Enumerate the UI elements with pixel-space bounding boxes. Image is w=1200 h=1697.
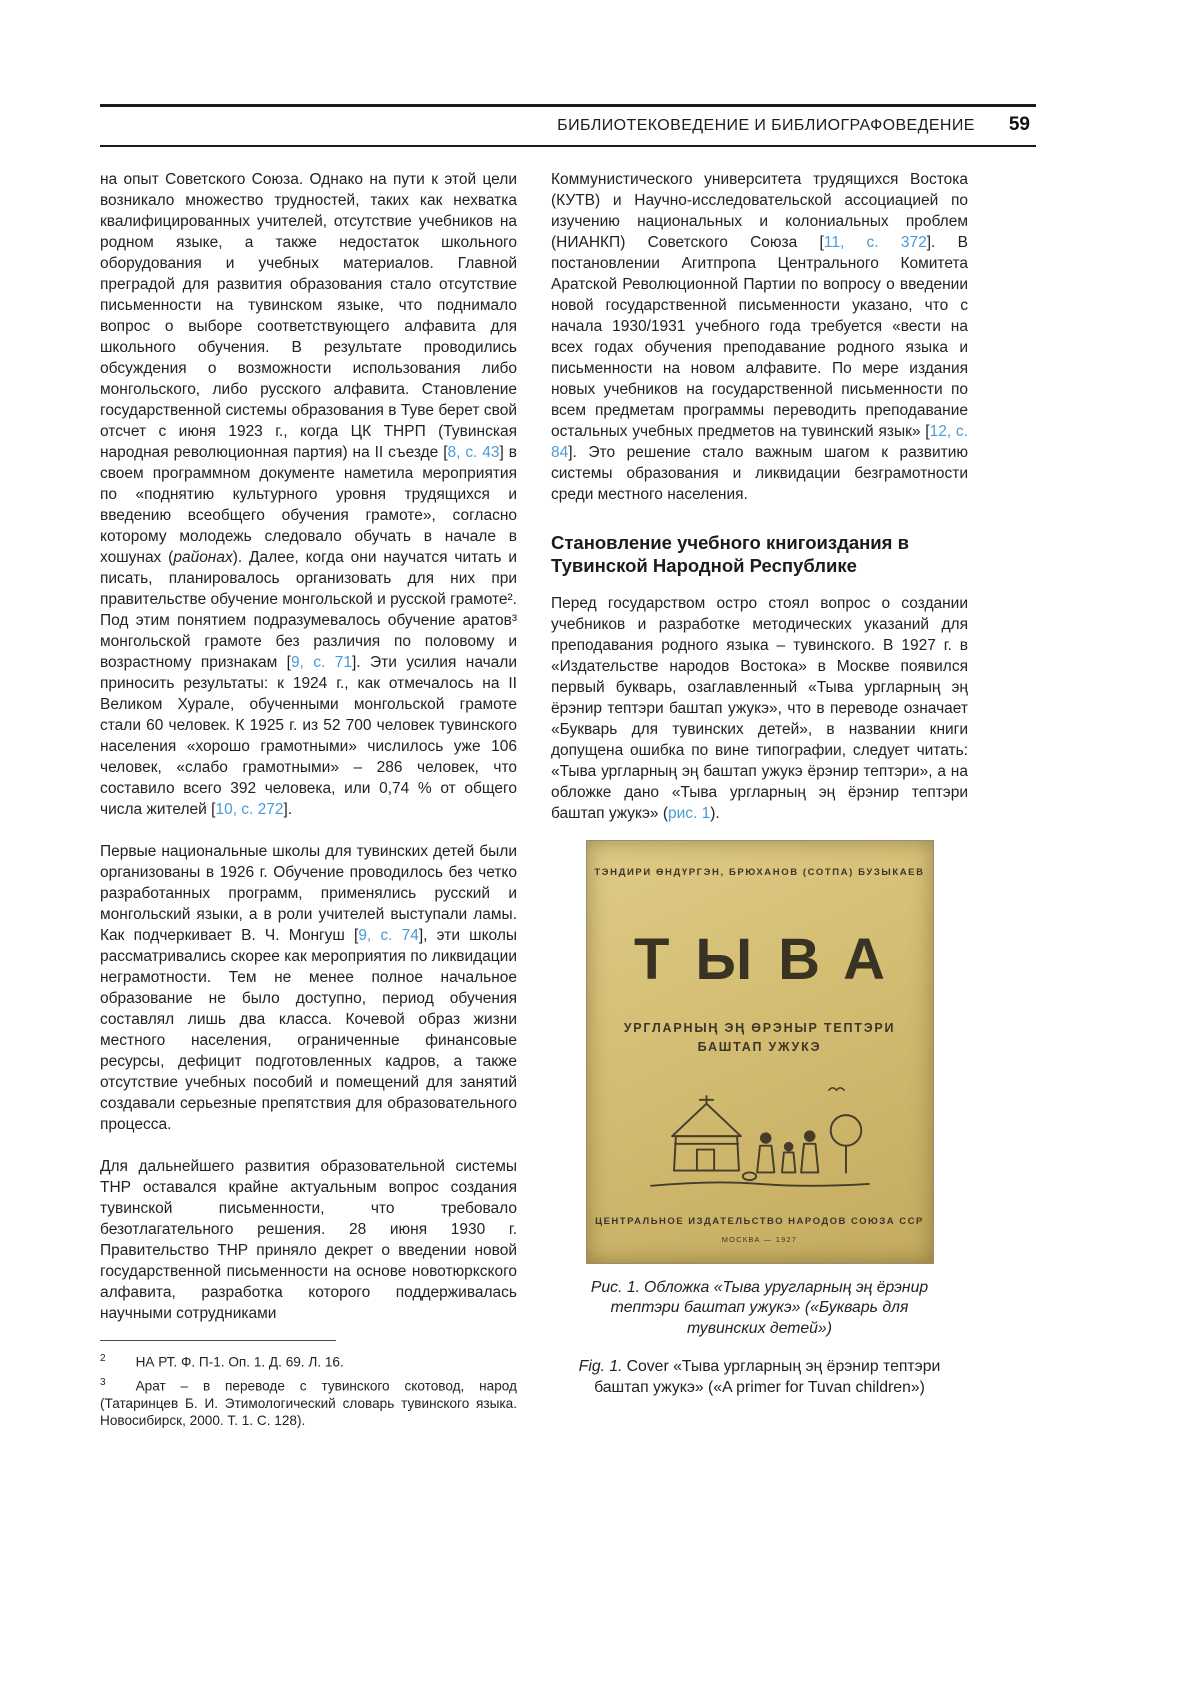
footnote-rule [100, 1340, 336, 1341]
body-text: ] в своем программном документе наметила мероприятия по «поднятию культурного уровня трудящихся и введению всеобщего обучения грамоте», согласно которому молодежь следовало обучать в начале в хошунах ( [100, 443, 517, 566]
footnotes-block [100, 1340, 517, 1430]
footnote-marker: 3 [100, 1376, 106, 1388]
figure-caption-ru [587, 1278, 933, 1340]
italic-term: районах [173, 548, 233, 566]
figure-1 [551, 840, 968, 1399]
body-text: Коммунистического университета трудящихся Востока (КУТВ) и Научно-исследовательской ассоциацией по изучению национальных и колониальных проблем (НИАНКП) Советского Союза [ [551, 170, 968, 251]
header-rule-bottom [100, 145, 1036, 147]
caption-label-en: Fig. 1. [578, 1358, 623, 1375]
cover-subtitle-line1: УРГЛАРНЫҢ ЭҢ ӨРЭНЫР ТЕПТЭРИ [623, 1020, 896, 1035]
running-header [100, 104, 1036, 147]
figure-captions [551, 1278, 968, 1399]
header-row [100, 107, 1036, 145]
body-text: Перед государством остро стоял вопрос о создании учебников и разработке методических указаний для преподавания родного языка – тувинского. В 1927 г. в «Издательстве народов Востока» в Москве появился первый букварь, озаглавленный «Тыва ургларның эң ёрэнир тептэри баштап ужукэ», что в переводе означает «Букварь для тувинских детей», в названии книги допущена ошибка по вине типографии, следует читать: «Тыва ургларның эң баштап ужукэ ёрэнир тептэри», а на обложке дано «Тыва ургларның эң ёрэнир тептэри баштап ужукэ» ( [551, 594, 968, 822]
citation-link[interactable]: 9, с. 74 [358, 926, 419, 944]
citation-link[interactable]: 9, с. 71 [290, 653, 352, 671]
cover-publisher-line: ЦЕНТРАЛЬНОЕ ИЗДАТЕЛЬСТВО НАРОДОВ СОЮЗА ССР [595, 1215, 924, 1227]
book-cover-photo [586, 840, 934, 1264]
right-column [551, 169, 968, 1433]
footnote-text: Арат – в переводе с тувинского скотовод, народ (Татаринцев Б. И. Этимологический словарь тувинского языка. Новосибирск, 2000. Т. 1. С. 128). [100, 1378, 517, 1429]
page-number: 59 [1008, 114, 1030, 135]
citation-link[interactable]: 8, с. 43 [447, 443, 500, 461]
body-text: Для дальнейшего развития образовательной системы ТНР оставался крайне актуальным вопрос создания тувинской письменности, что требовало безотлагательного решения. 28 июня 1930 г. Правительство ТНР приняло декрет о введении новой государственной письменности на основе новотюркского алфавита, разработка которого поддерживалась научными сотрудниками [100, 1157, 517, 1322]
cover-authors-line: ТЭНДИРИ ӨНДҮРГЭН, БРЮХАНОВ (СОТПА) БУЗЫКАЕВ [594, 866, 925, 878]
body-text: ). Далее, когда они научатся читать и писать, планировалось организовать для них при правительстве обучение монгольской и русской грамоте². Под этим понятием подразумевалось обучение аратов³ монгольской грамоте без различия по половому и возрастному признакам [ [100, 548, 517, 671]
citation-link[interactable]: 12, с. 84 [551, 422, 968, 461]
caption-text-en: Cover «Тыва ургларның эң ёрэнир тептэри баштап ужукэ» («A primer for Tuvan children») [594, 1358, 941, 1396]
body-text: ). [710, 804, 720, 822]
cover-imprint: МОСКВА — 1927 [721, 1234, 798, 1244]
citation-link[interactable]: 10, с. 272 [215, 800, 284, 818]
cover-subtitle [587, 1019, 933, 1057]
body-text: ], эти школы рассматривались скорее как мероприятия по ликвидации неграмотности. Тем не менее полное начальное образование не было доступно, период обучения составлял лишь два класса. Кочевой образ жизни местного населения, ограниченные финансовые ресурсы, дефицит подготовленных кадров, а также отсутствие учебных пособий и помещений для занятий создавали серьезные препятствия для образовательного процесса. [100, 926, 517, 1133]
body-text: Первые национальные школы для тувинских детей были организованы в 1926 г. Обучение проводилось без четко разработанных программ, применялись русский и монгольский языки, а в роли учителей выступали ламы. Как подчеркивает В. Ч. Монгуш [ [100, 842, 517, 944]
caption-label-ru: Рис. 1. [590, 1278, 641, 1296]
figure-caption-en [558, 1357, 962, 1398]
cover-title: ТЫВА [633, 926, 912, 992]
footnote-text: НА РТ. Ф. П-1. Оп. 1. Д. 69. Л. 16. [135, 1354, 344, 1370]
footnote-marker: 2 [100, 1352, 106, 1364]
footnote [100, 1374, 517, 1430]
paragraph-continuation [551, 169, 968, 505]
text-columns [100, 169, 968, 1433]
footnote [100, 1350, 517, 1371]
body-text: ]. В постановлении Агитпропа Центрального Комитета Аратской Революционной Партии по вопросу о введении новой государственной письменности указано, что с начала 1930/1931 учебного года требуется «вести на всех годах обучения преподавание родного языка и письменности на новом алфавите. По мере издания новых учебников на государственной письменности по всем предметам программы переводить преподавание остальных учебных предметов на тувинский язык» [ [551, 233, 968, 440]
body-text: на опыт Советского Союза. Однако на пути к этой цели возникало множество трудностей, таких как нехватка квалифицированных учителей, отсутствие учебников на родном языке, а также недостаток школьного оборудования и учебных материалов. Главной преградой для развития образования стало отсутствие письменности на тувинском языке, что поднимало вопрос о выборе соответствующего алфавита для школьного обучения. В результате проводились обсуждения о возможности использования либо монгольского, либо русского алфавита. Становление государственной системы образования в Туве берет свой отсчет с июня 1923 г., когда ЦК ТНРП (Тувинская народная революционная партия) на II съезде [ [100, 170, 517, 461]
left-column [100, 169, 517, 1433]
body-text: ]. Эти усилия начали приносить результаты: к 1924 г., как отмечалось на II Великом Хурале, обученными монгольской грамоте стали 60 человек. К 1925 г. из 52 700 человек тувинского населения «хорошо грамотными» числилось уже 106 человек, «слабо грамотными» – 286 человек, что составило всего 392 человека, или 0,74 % от общего числа жителей [ [100, 653, 517, 818]
cover-subtitle-line2: БАШТАП УЖУКЭ [697, 1039, 822, 1054]
section-heading: Становление учебного книгоиздания в Тувинской Народной Республике [551, 531, 909, 576]
caption-text-ru: Обложка «Тыва уругларның эң ёрэнир тептэри баштап ужукэ» («Букварь для тувинских детей») [610, 1278, 929, 1337]
citation-link[interactable]: рис. 1 [668, 804, 711, 822]
paragraph [100, 841, 517, 1135]
citation-link[interactable]: 11, с. 372 [823, 233, 927, 251]
body-text: ]. [283, 800, 293, 818]
running-header-title: БИБЛИОТЕКОВЕДЕНИЕ И БИБЛИОГРАФОВЕДЕНИЕ [557, 117, 975, 134]
paragraph [100, 1156, 517, 1324]
paragraph [551, 593, 968, 824]
paragraph-continuation [100, 169, 517, 820]
yurt-scene-illustration [645, 1075, 875, 1204]
body-text: ]. Это решение стало важным шагом к развитию системы образования и ликвидации безграмотности среди местного населения. [551, 443, 968, 503]
